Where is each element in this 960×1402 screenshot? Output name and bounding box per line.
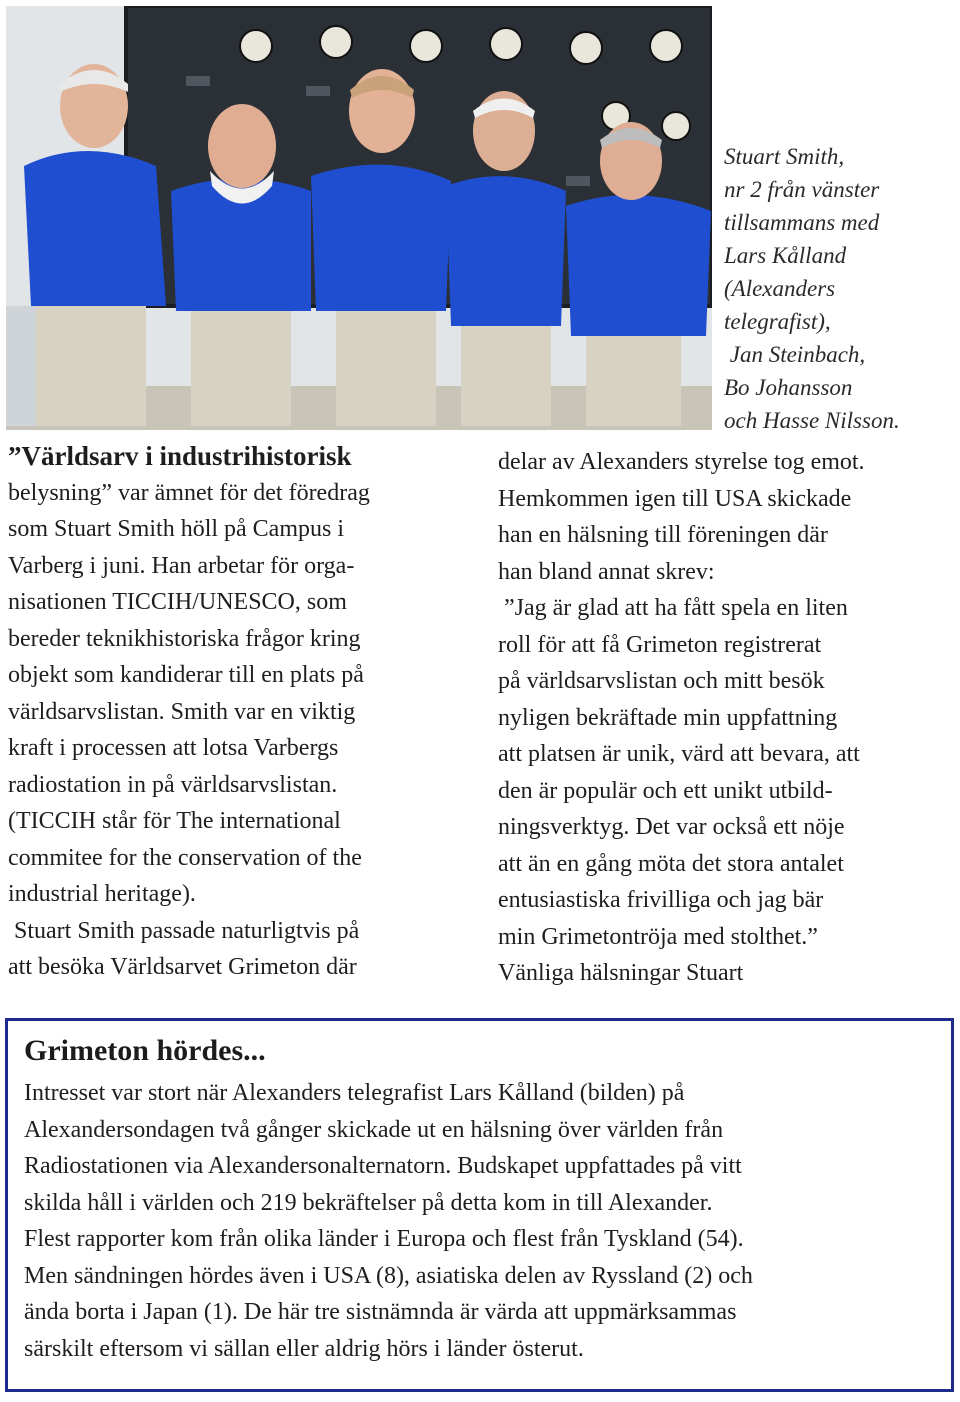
text-line: nisationen TICCIH/UNESCO, som: [8, 589, 347, 615]
caption-line: nr 2 från vänster: [724, 177, 880, 202]
text-line: Flest rapporter kom från olika länder i Europa och flest från Tyskland (54).: [24, 1226, 744, 1252]
text-line: han en hälsning till föreningen där: [498, 522, 828, 548]
text-line: Radiostationen via Alexandersonalternatorn. Budskapet uppfattades på vitt: [24, 1153, 742, 1179]
text-line: belysning” var ämnet för det föredrag: [8, 479, 370, 506]
text-line: Intresset var stort när Alexanders telegrafist Lars Kålland (bilden) på: [24, 1080, 685, 1106]
box-body: [24, 1075, 753, 1367]
group-photo-five-men-blue-shirts-icon: [6, 6, 712, 430]
caption-line: tillsammans med: [724, 210, 880, 235]
text-line: skilda håll i världen och 219 bekräftelser på detta kom in till Alexander.: [24, 1189, 713, 1216]
group-photo: [6, 6, 712, 430]
text-line: Varberg i juni. Han arbetar för orga-: [8, 552, 355, 579]
text-line: roll för att få Grimeton registrerat: [498, 631, 822, 658]
text-line: ända borta i Japan (1). De här tre sistnämnda är värda att uppmärksammas: [24, 1299, 737, 1325]
text-line: ningsverktyg. Det var också ett nöje: [498, 814, 845, 840]
text-line: radiostation in på världsarvslistan.: [8, 771, 338, 798]
info-box: [5, 1018, 954, 1392]
text-line: objekt som kandiderar till en plats på: [8, 662, 364, 688]
text-line: (TICCIH står för The international: [8, 808, 341, 834]
caption-line: Bo Johansson: [724, 375, 853, 400]
text-line: att besöka Världsarvet Grimeton där: [8, 954, 357, 980]
text-line: bereder teknikhistoriska frågor kring: [8, 625, 361, 652]
text-line: kraft i processen att lotsa Varbergs: [8, 735, 339, 761]
text-line: den är populär och ett unikt utbild-: [498, 777, 833, 804]
text-line: Hemkommen igen till USA skickade: [498, 485, 852, 512]
caption-line: Jan Steinbach,: [724, 342, 866, 367]
caption-line: Lars Kålland: [724, 243, 847, 268]
caption-line: och Hasse Nilsson.: [724, 408, 900, 433]
text-line: att platsen är unik, värd att bevara, att: [498, 741, 860, 767]
caption-line: Stuart Smith,: [724, 144, 845, 169]
text-line: industrial heritage).: [8, 881, 196, 907]
text-line: delar av Alexanders styrelse tog emot.: [498, 449, 865, 475]
article-right-column: [498, 444, 958, 992]
caption-line: telegrafist),: [724, 309, 831, 334]
caption-line: (Alexanders: [724, 276, 836, 301]
photo-caption: [724, 140, 956, 437]
text-line: särskilt eftersom vi sällan eller aldrig hörs i länder österut.: [24, 1335, 584, 1362]
text-line: världsarvslistan. Smith var en viktig: [8, 698, 356, 725]
text-line: entusiastiska frivilliga och jag bär: [498, 887, 824, 913]
text-line: han bland annat skrev:: [498, 558, 715, 585]
text-line: Alexandersondagen två gånger skickade ut en hälsning över världen från: [24, 1116, 724, 1143]
text-line: att än en gång möta det stora antalet: [498, 850, 844, 877]
text-line: commitee for the conservation of the: [8, 844, 362, 871]
article-left-column: [8, 438, 478, 986]
text-line: som Stuart Smith höll på Campus i: [8, 516, 345, 542]
text-line: Stuart Smith passade naturligtvis på: [8, 917, 360, 944]
text-line: Vänliga hälsningar Stuart: [498, 960, 744, 986]
box-title: Grimeton hördes...: [24, 1034, 266, 1067]
text-line: Men sändningen hördes även i USA (8), asiatiska delen av Ryssland (2) och: [24, 1262, 753, 1289]
text-line: min Grimetontröja med stolthet.”: [498, 923, 818, 950]
article-lead: ”Världsarv i industrihistorisk: [8, 441, 352, 471]
text-line: nyligen bekräftade min uppfattning: [498, 704, 838, 731]
text-line: på världsarvslistan och mitt besök: [498, 668, 825, 694]
text-line: ”Jag är glad att ha fått spela en liten: [498, 595, 848, 621]
